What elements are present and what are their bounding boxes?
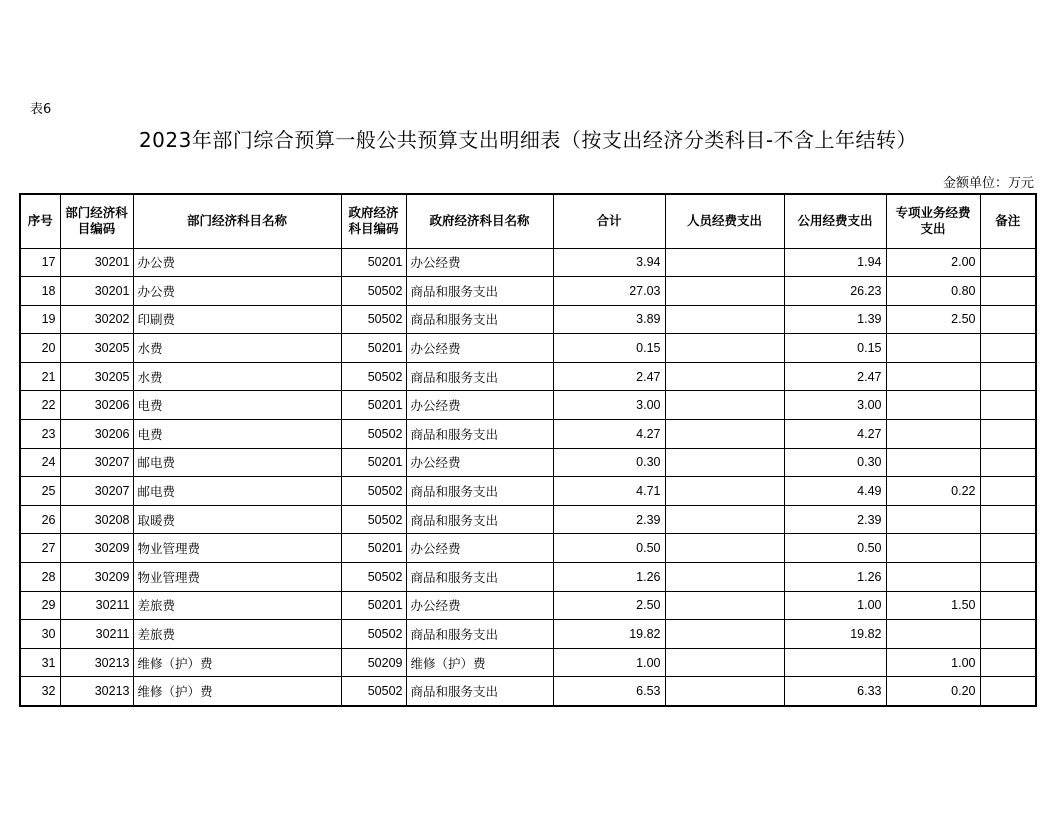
cell-dept-code: 30209 <box>60 563 133 592</box>
cell-personnel <box>665 620 784 649</box>
amount-unit-label: 金额单位：万元 <box>942 176 1034 191</box>
header-special: 专项业务经费支出 <box>886 194 980 248</box>
cell-special <box>886 534 980 563</box>
cell-seq: 30 <box>20 620 60 649</box>
table-row <box>20 563 1036 592</box>
cell-remark <box>980 334 1036 363</box>
cell-gov-name: 办公经费 <box>406 534 553 563</box>
cell-personnel <box>665 477 784 506</box>
cell-seq: 19 <box>20 305 60 334</box>
cell-special: 0.20 <box>886 677 980 706</box>
budget-expenditure-table <box>19 193 1037 707</box>
cell-remark <box>980 362 1036 391</box>
cell-seq: 21 <box>20 362 60 391</box>
cell-gov-name: 办公经费 <box>406 334 553 363</box>
cell-remark <box>980 677 1036 706</box>
cell-special <box>886 420 980 449</box>
cell-seq: 24 <box>20 448 60 477</box>
cell-personnel <box>665 677 784 706</box>
cell-special <box>886 448 980 477</box>
cell-gov-name: 商品和服务支出 <box>406 305 553 334</box>
cell-gov-code: 50502 <box>341 477 406 506</box>
cell-special: 2.50 <box>886 305 980 334</box>
table-row <box>20 477 1036 506</box>
cell-dept-code: 30207 <box>60 477 133 506</box>
table-row <box>20 505 1036 534</box>
cell-remark <box>980 534 1036 563</box>
cell-gov-code: 50209 <box>341 648 406 677</box>
cell-dept-code: 30213 <box>60 648 133 677</box>
cell-seq: 22 <box>20 391 60 420</box>
cell-public: 26.23 <box>784 277 886 306</box>
cell-dept-name: 水费 <box>133 362 341 391</box>
cell-total: 6.53 <box>553 677 665 706</box>
cell-total: 3.89 <box>553 305 665 334</box>
cell-seq: 29 <box>20 591 60 620</box>
cell-dept-name: 电费 <box>133 420 341 449</box>
cell-remark <box>980 620 1036 649</box>
cell-dept-code: 30211 <box>60 591 133 620</box>
cell-gov-code: 50502 <box>341 362 406 391</box>
cell-seq: 32 <box>20 677 60 706</box>
cell-seq: 27 <box>20 534 60 563</box>
cell-gov-code: 50502 <box>341 420 406 449</box>
cell-special <box>886 362 980 391</box>
cell-total: 3.94 <box>553 248 665 277</box>
cell-special <box>886 334 980 363</box>
table-header-row <box>20 194 1036 248</box>
cell-remark <box>980 448 1036 477</box>
cell-dept-code: 30206 <box>60 420 133 449</box>
table-row <box>20 248 1036 277</box>
cell-public <box>784 648 886 677</box>
cell-total: 27.03 <box>553 277 665 306</box>
cell-seq: 20 <box>20 334 60 363</box>
cell-special <box>886 505 980 534</box>
cell-personnel <box>665 334 784 363</box>
header-seq: 序号 <box>20 194 60 248</box>
cell-total: 4.27 <box>553 420 665 449</box>
cell-personnel <box>665 248 784 277</box>
header-gov-name: 政府经济科目名称 <box>406 194 553 248</box>
cell-personnel <box>665 505 784 534</box>
cell-dept-name: 印刷费 <box>133 305 341 334</box>
cell-personnel <box>665 305 784 334</box>
cell-gov-code: 50201 <box>341 391 406 420</box>
cell-personnel <box>665 563 784 592</box>
cell-total: 1.00 <box>553 648 665 677</box>
cell-total: 3.00 <box>553 391 665 420</box>
header-public: 公用经费支出 <box>784 194 886 248</box>
cell-gov-code: 50502 <box>341 620 406 649</box>
cell-gov-code: 50502 <box>341 563 406 592</box>
cell-special: 0.22 <box>886 477 980 506</box>
cell-seq: 26 <box>20 505 60 534</box>
cell-gov-code: 50502 <box>341 677 406 706</box>
cell-dept-name: 电费 <box>133 391 341 420</box>
cell-seq: 28 <box>20 563 60 592</box>
cell-remark <box>980 248 1036 277</box>
cell-remark <box>980 477 1036 506</box>
cell-public: 1.00 <box>784 591 886 620</box>
cell-dept-name: 差旅费 <box>133 591 341 620</box>
cell-dept-code: 30206 <box>60 391 133 420</box>
cell-gov-name: 商品和服务支出 <box>406 362 553 391</box>
header-personnel: 人员经费支出 <box>665 194 784 248</box>
cell-gov-name: 办公经费 <box>406 248 553 277</box>
cell-seq: 31 <box>20 648 60 677</box>
cell-dept-name: 水费 <box>133 334 341 363</box>
cell-gov-code: 50201 <box>341 334 406 363</box>
cell-public: 0.50 <box>784 534 886 563</box>
cell-seq: 23 <box>20 420 60 449</box>
cell-dept-code: 30208 <box>60 505 133 534</box>
cell-remark <box>980 591 1036 620</box>
cell-gov-code: 50502 <box>341 277 406 306</box>
header-dept-name: 部门经济科目名称 <box>133 194 341 248</box>
cell-seq: 25 <box>20 477 60 506</box>
cell-dept-code: 30213 <box>60 677 133 706</box>
table-row <box>20 620 1036 649</box>
table-row <box>20 591 1036 620</box>
cell-seq: 17 <box>20 248 60 277</box>
cell-dept-name: 维修（护）费 <box>133 648 341 677</box>
cell-special <box>886 620 980 649</box>
cell-gov-name: 商品和服务支出 <box>406 677 553 706</box>
table-row <box>20 305 1036 334</box>
cell-public: 19.82 <box>784 620 886 649</box>
cell-total: 0.30 <box>553 448 665 477</box>
page-title: 2023年部门综合预算一般公共预算支出明细表（按支出经济分类科目-不含上年结转） <box>138 128 918 152</box>
cell-total: 2.39 <box>553 505 665 534</box>
table-number-label: 表6 <box>30 102 52 117</box>
cell-gov-code: 50201 <box>341 534 406 563</box>
cell-remark <box>980 305 1036 334</box>
cell-dept-name: 邮电费 <box>133 448 341 477</box>
cell-personnel <box>665 277 784 306</box>
cell-special: 1.50 <box>886 591 980 620</box>
cell-dept-code: 30201 <box>60 277 133 306</box>
cell-gov-name: 办公经费 <box>406 591 553 620</box>
cell-personnel <box>665 448 784 477</box>
cell-public: 2.39 <box>784 505 886 534</box>
cell-total: 2.47 <box>553 362 665 391</box>
table-row <box>20 277 1036 306</box>
table-row <box>20 677 1036 706</box>
cell-public: 0.30 <box>784 448 886 477</box>
cell-public: 1.26 <box>784 563 886 592</box>
cell-public: 2.47 <box>784 362 886 391</box>
cell-dept-name: 物业管理费 <box>133 534 341 563</box>
table-row <box>20 362 1036 391</box>
cell-gov-code: 50201 <box>341 591 406 620</box>
cell-gov-code: 50201 <box>341 248 406 277</box>
cell-dept-name: 维修（护）费 <box>133 677 341 706</box>
cell-total: 4.71 <box>553 477 665 506</box>
cell-dept-name: 邮电费 <box>133 477 341 506</box>
cell-dept-name: 办公费 <box>133 277 341 306</box>
table-row <box>20 391 1036 420</box>
header-total: 合计 <box>553 194 665 248</box>
cell-public: 4.27 <box>784 420 886 449</box>
cell-remark <box>980 648 1036 677</box>
cell-gov-name: 商品和服务支出 <box>406 477 553 506</box>
table-row <box>20 648 1036 677</box>
cell-dept-name: 物业管理费 <box>133 563 341 592</box>
header-gov-code: 政府经济科目编码 <box>341 194 406 248</box>
header-remark: 备注 <box>980 194 1036 248</box>
cell-gov-name: 商品和服务支出 <box>406 277 553 306</box>
cell-remark <box>980 420 1036 449</box>
cell-gov-code: 50502 <box>341 505 406 534</box>
cell-special <box>886 563 980 592</box>
cell-public: 6.33 <box>784 677 886 706</box>
cell-gov-name: 商品和服务支出 <box>406 563 553 592</box>
cell-dept-code: 30202 <box>60 305 133 334</box>
cell-gov-name: 办公经费 <box>406 391 553 420</box>
cell-personnel <box>665 648 784 677</box>
table-row <box>20 420 1036 449</box>
cell-special: 2.00 <box>886 248 980 277</box>
table-row <box>20 334 1036 363</box>
header-dept-code: 部门经济科目编码 <box>60 194 133 248</box>
cell-public: 4.49 <box>784 477 886 506</box>
cell-gov-name: 商品和服务支出 <box>406 620 553 649</box>
cell-personnel <box>665 362 784 391</box>
cell-special: 1.00 <box>886 648 980 677</box>
cell-dept-name: 取暖费 <box>133 505 341 534</box>
cell-total: 2.50 <box>553 591 665 620</box>
cell-total: 1.26 <box>553 563 665 592</box>
cell-dept-code: 30201 <box>60 248 133 277</box>
cell-public: 1.39 <box>784 305 886 334</box>
cell-gov-name: 商品和服务支出 <box>406 420 553 449</box>
cell-personnel <box>665 591 784 620</box>
cell-public: 1.94 <box>784 248 886 277</box>
cell-dept-code: 30207 <box>60 448 133 477</box>
cell-personnel <box>665 391 784 420</box>
cell-total: 19.82 <box>553 620 665 649</box>
cell-public: 3.00 <box>784 391 886 420</box>
cell-remark <box>980 391 1036 420</box>
table-row <box>20 534 1036 563</box>
table-row <box>20 448 1036 477</box>
cell-dept-name: 办公费 <box>133 248 341 277</box>
cell-dept-name: 差旅费 <box>133 620 341 649</box>
cell-dept-code: 30205 <box>60 362 133 391</box>
cell-gov-name: 维修（护）费 <box>406 648 553 677</box>
cell-gov-name: 商品和服务支出 <box>406 505 553 534</box>
cell-gov-code: 50502 <box>341 305 406 334</box>
cell-remark <box>980 505 1036 534</box>
cell-total: 0.15 <box>553 334 665 363</box>
cell-gov-code: 50201 <box>341 448 406 477</box>
cell-remark <box>980 277 1036 306</box>
cell-personnel <box>665 420 784 449</box>
cell-personnel <box>665 534 784 563</box>
cell-dept-code: 30205 <box>60 334 133 363</box>
cell-remark <box>980 563 1036 592</box>
cell-seq: 18 <box>20 277 60 306</box>
cell-gov-name: 办公经费 <box>406 448 553 477</box>
cell-special: 0.80 <box>886 277 980 306</box>
cell-dept-code: 30209 <box>60 534 133 563</box>
cell-special <box>886 391 980 420</box>
cell-total: 0.50 <box>553 534 665 563</box>
cell-dept-code: 30211 <box>60 620 133 649</box>
cell-public: 0.15 <box>784 334 886 363</box>
